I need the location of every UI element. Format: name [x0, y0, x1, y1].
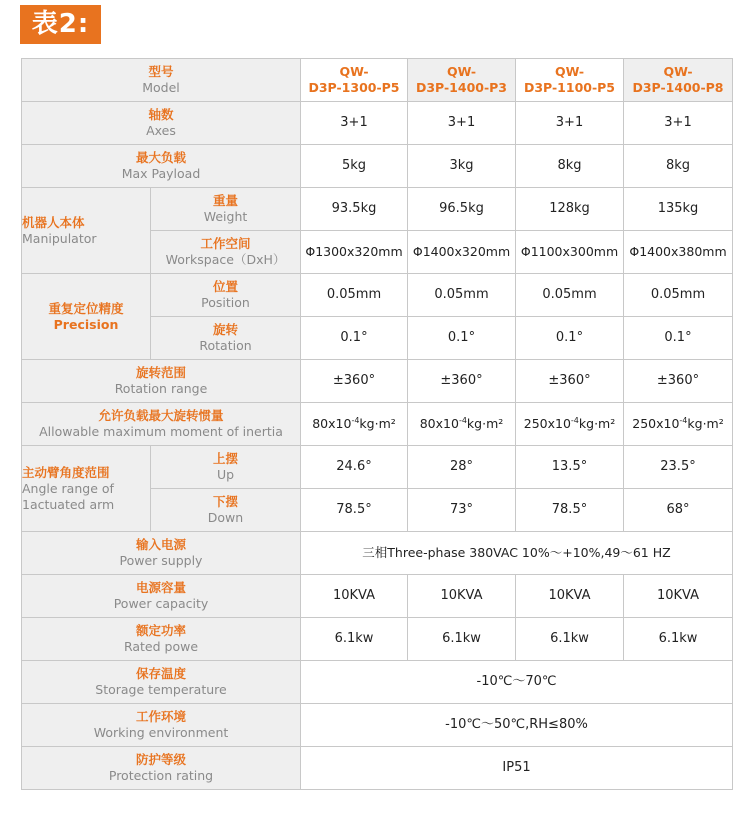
workspace-value: Φ1300x320mm [301, 231, 408, 274]
workspace-label-zh: 工作空间 [200, 236, 251, 251]
power-capacity-value: 10KVA [408, 575, 516, 618]
axes-value: 3+1 [516, 102, 624, 145]
power-capacity-value: 10KVA [516, 575, 624, 618]
model-label-en: Model [142, 80, 180, 95]
payload-value: 5kg [301, 145, 408, 188]
angle-down-value: 78.5° [516, 489, 624, 532]
protection-label-cell [22, 747, 301, 790]
model-name: QW- D3P-1300-P5 [301, 59, 408, 102]
storage-temp-value: -10℃～70℃ [301, 661, 733, 704]
position-label-en: Position [201, 295, 250, 310]
manipulator-label-en: Manipulator [22, 230, 97, 246]
payload-value: 8kg [624, 145, 733, 188]
working-env-value: -10℃～50℃,RH≤80% [301, 704, 733, 747]
weight-label-cell [151, 188, 301, 231]
axes-label-zh: 轴数 [148, 107, 174, 122]
inertia-label-cell [22, 403, 301, 446]
angle-group-cell [22, 446, 151, 532]
manipulator-label-zh: 机器人本体 [22, 214, 85, 230]
inertia-row [22, 403, 733, 446]
payload-value: 3kg [408, 145, 516, 188]
power-capacity-label-en: Power capacity [113, 596, 209, 611]
angle-down-value: 73° [408, 489, 516, 532]
workspace-label-en: Workspace（DxH） [165, 252, 286, 267]
axes-label-en: Axes [146, 123, 176, 138]
rated-power-value: 6.1kw [301, 618, 408, 661]
precision-group-cell [22, 274, 151, 360]
rotation-range-value: ±360° [624, 360, 733, 403]
protection-label-en: Protection rating [108, 768, 214, 783]
power-capacity-value: 10KVA [301, 575, 408, 618]
payload-label-zh: 最大负载 [135, 150, 186, 165]
storage-temp-label-cell [22, 661, 301, 704]
rotation-precision-value: 0.1° [301, 317, 408, 360]
payload-label-cell [22, 145, 301, 188]
rotation-range-row [22, 360, 733, 403]
angle-label-zh: 主动臂角度范围 [22, 464, 110, 480]
power-supply-label-cell [22, 532, 301, 575]
down-label-zh: 下摆 [212, 494, 238, 509]
inertia-value: $250x10^{-4}kg\cdot m^2$ [516, 403, 624, 446]
rotation-label-en: Rotation [199, 338, 252, 353]
storage-temp-label-en: Storage temperature [95, 682, 227, 697]
model-name: QW- D3P-1400-P3 [408, 59, 516, 102]
weight-row [22, 188, 733, 231]
angle-down-value: 68° [624, 489, 733, 532]
rated-power-label-en: Rated powe [123, 639, 199, 654]
working-env-row [22, 704, 733, 747]
weight-label-en: Weight [203, 209, 248, 224]
up-label-zh: 上摆 [212, 451, 238, 466]
rotation-range-value: ±360° [408, 360, 516, 403]
rotation-range-label-zh: 旋转范围 [135, 365, 186, 380]
position-value: 0.05mm [624, 274, 733, 317]
position-value: 0.05mm [301, 274, 408, 317]
rotation-label-cell [151, 317, 301, 360]
weight-label-zh: 重量 [212, 193, 238, 208]
up-label-en: Up [216, 467, 235, 482]
weight-value: 93.5kg [301, 188, 408, 231]
inertia-label-en: Allowable maximum moment of inertia [39, 424, 283, 439]
protection-value: IP51 [301, 747, 733, 790]
power-capacity-label-cell [22, 575, 301, 618]
rated-power-label-zh: 额定功率 [135, 623, 186, 638]
rated-power-row [22, 618, 733, 661]
position-row [22, 274, 733, 317]
rotation-precision-value: 0.1° [516, 317, 624, 360]
rated-power-value: 6.1kw [516, 618, 624, 661]
angle-up-value: 24.6° [301, 446, 408, 489]
rotation-precision-value: 0.1° [624, 317, 733, 360]
power-supply-row [22, 532, 733, 575]
weight-value: 96.5kg [408, 188, 516, 231]
storage-temp-label-zh: 保存温度 [135, 666, 186, 681]
angle-up-row [22, 446, 733, 489]
rated-power-value: 6.1kw [408, 618, 516, 661]
axes-row [22, 102, 733, 145]
power-supply-label-zh: 输入电源 [135, 537, 186, 552]
rotation-range-value: ±360° [516, 360, 624, 403]
angle-up-value: 13.5° [516, 446, 624, 489]
up-label-cell [151, 446, 301, 489]
model-label-cell [22, 59, 301, 102]
payload-row [22, 145, 733, 188]
angle-down-value: 78.5° [301, 489, 408, 532]
rotation-range-value: ±360° [301, 360, 408, 403]
axes-value: 3+1 [301, 102, 408, 145]
axes-label-cell [22, 102, 301, 145]
power-supply-label-en: Power supply [119, 553, 203, 568]
protection-label-zh: 防护等级 [135, 752, 186, 767]
rotation-range-label-en: Rotation range [114, 381, 208, 396]
payload-value: 8kg [516, 145, 624, 188]
position-label-zh: 位置 [212, 279, 238, 294]
table-title: 表2: [20, 5, 101, 44]
model-row [22, 59, 733, 102]
working-env-label-cell [22, 704, 301, 747]
down-label-en: Down [207, 510, 244, 525]
axes-value: 3+1 [408, 102, 516, 145]
workspace-value: Φ1100x300mm [516, 231, 624, 274]
power-capacity-label-zh: 电源容量 [135, 580, 186, 595]
angle-up-value: 28° [408, 446, 516, 489]
power-capacity-value: 10KVA [624, 575, 733, 618]
model-name: QW- D3P-1100-P5 [516, 59, 624, 102]
spec-table [21, 58, 733, 790]
rated-power-value: 6.1kw [624, 618, 733, 661]
power-capacity-row [22, 575, 733, 618]
rated-power-label-cell [22, 618, 301, 661]
inertia-value: $80x10^{-4}kg\cdot m^2$ [408, 403, 516, 446]
workspace-value: Φ1400x320mm [408, 231, 516, 274]
rotation-range-label-cell [22, 360, 301, 403]
position-value: 0.05mm [408, 274, 516, 317]
axes-value: 3+1 [624, 102, 733, 145]
working-env-label-en: Working environment [93, 725, 229, 740]
power-supply-value: 三相Three-phase 380VAC 10%～+10%,49～61 HZ [301, 532, 733, 575]
angle-up-value: 23.5° [624, 446, 733, 489]
manipulator-group-cell [22, 188, 151, 274]
model-name: QW- D3P-1400-P8 [624, 59, 733, 102]
rotation-label-zh: 旋转 [212, 322, 238, 337]
weight-value: 135kg [624, 188, 733, 231]
precision-label-zh: 重复定位精度 [48, 300, 124, 316]
weight-value: 128kg [516, 188, 624, 231]
storage-temp-row [22, 661, 733, 704]
position-value: 0.05mm [516, 274, 624, 317]
down-label-cell [151, 489, 301, 532]
inertia-value: $80x10^{-4}kg\cdot m^2$ [301, 403, 408, 446]
model-label-zh: 型号 [148, 64, 174, 79]
rotation-precision-value: 0.1° [408, 317, 516, 360]
payload-label-en: Max Payload [121, 166, 201, 181]
workspace-value: Φ1400x380mm [624, 231, 733, 274]
inertia-label-zh: 允许负载最大旋转惯量 [98, 408, 224, 423]
position-label-cell [151, 274, 301, 317]
angle-label-en: Angle range of 1actuated arm [22, 480, 115, 512]
precision-label-en: Precision [53, 316, 119, 332]
workspace-label-cell [151, 231, 301, 274]
working-env-label-zh: 工作环境 [135, 709, 186, 724]
inertia-value: $250x10^{-4}kg\cdot m^2$ [624, 403, 733, 446]
protection-row [22, 747, 733, 790]
